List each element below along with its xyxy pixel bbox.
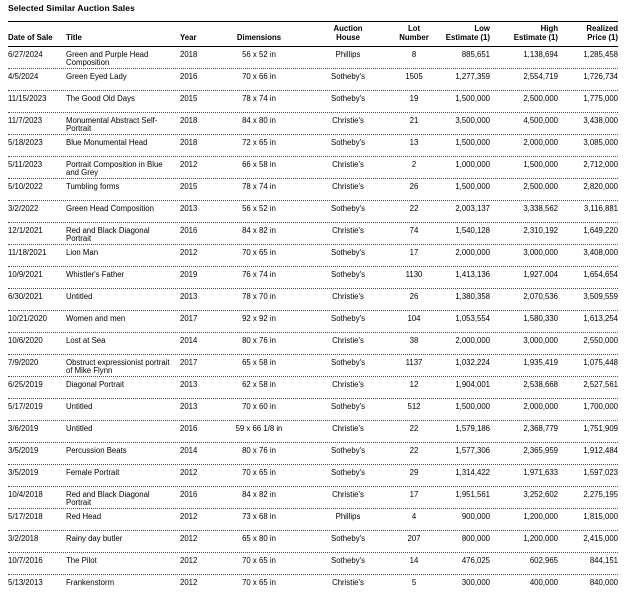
cell-realized-price: 1,775,000 [583,93,618,103]
cell-title: Obstruct expressionist portrait of Mike Flynn [66,357,170,376]
cell-year: 2014 [180,335,198,345]
table-body [8,47,618,596]
cell-title: Whistler's Father [66,269,125,279]
cell-date-of-sale: 3/6/2019 [8,423,39,433]
header-line: Number [399,32,429,42]
header-line: High [540,24,558,33]
cell-high-estimate: 2,368,779 [523,423,558,433]
cell-realized-price: 1,285,458 [583,49,618,59]
table-row [8,531,618,553]
header-line: Estimate (1) [513,32,558,42]
cell-year: 2018 [180,137,198,147]
cell-dimensions: 78 x 74 in [242,93,276,103]
cell-lot-number: 22 [409,203,419,213]
cell-year: 2013 [180,401,198,411]
cell-date-of-sale: 5/18/2023 [8,137,43,147]
cell-year: 2013 [180,291,198,301]
cell-high-estimate: 1,200,000 [523,533,558,543]
cell-auction-house: Sotheby's [331,203,365,213]
table-row [8,553,618,575]
cell-realized-price: 1,649,220 [583,225,618,235]
header-cell-auction-house [302,25,394,43]
cell-lot-number: 12 [409,379,419,389]
cell-dimensions: 72 x 65 in [242,137,276,147]
cell-high-estimate: 2,500,000 [523,181,558,191]
cell-high-estimate: 2,000,000 [523,401,558,411]
cell-title: Lion Man [66,247,99,257]
cell-dimensions: 70 x 60 in [242,401,276,411]
cell-date-of-sale: 12/1/2021 [8,225,43,235]
cell-dimensions: 59 x 66 1/8 in [235,423,283,433]
header-line: Low [474,24,490,33]
cell-lot-number: 2 [411,159,417,169]
table-row [8,311,618,333]
cell-title: Untitled [66,423,93,433]
cell-auction-house: Sotheby's [331,137,365,147]
cell-low-estimate: 2,000,000 [455,247,490,257]
cell-auction-house: Phillips [335,49,361,59]
table-row [8,421,618,443]
cell-title: Blue Monumental Head [66,137,148,147]
table-row [8,69,618,91]
cell-low-estimate: 300,000 [461,577,490,587]
cell-year: 2014 [180,445,198,455]
cell-lot-number: 17 [409,247,419,257]
cell-auction-house: Sotheby's [331,71,365,81]
cell-auction-house: Christie's [332,181,364,191]
cell-auction-house: Sotheby's [331,533,365,543]
cell-realized-price: 1,726,734 [583,71,618,81]
cell-high-estimate: 1,138,694 [523,49,558,59]
cell-lot-number: 13 [409,137,419,147]
cell-date-of-sale: 10/7/2016 [8,555,43,565]
table-row [8,355,618,377]
cell-lot-number: 22 [409,423,419,433]
cell-low-estimate: 2,003,137 [455,203,490,213]
cell-title: Women and men [66,313,126,323]
cell-high-estimate: 4,500,000 [523,115,558,125]
cell-lot-number: 8 [411,49,417,59]
table-row [8,487,618,509]
cell-realized-price: 2,275,195 [583,489,618,499]
cell-dimensions: 78 x 74 in [242,181,276,191]
cell-dimensions: 70 x 65 in [242,555,276,565]
cell-date-of-sale: 10/6/2020 [8,335,43,345]
cell-auction-house: Christie's [332,225,364,235]
cell-high-estimate: 1,200,000 [523,511,558,521]
auction-sales-table [8,21,618,596]
cell-title: Rainy day butler [66,533,123,543]
cell-auction-house: Sotheby's [331,313,365,323]
cell-auction-house: Sotheby's [331,93,365,103]
cell-dimensions: 56 x 52 in [242,49,276,59]
cell-realized-price: 844,151 [589,555,618,565]
cell-year: 2016 [180,71,198,81]
cell-high-estimate: 602,965 [529,555,558,565]
header-cell-realized-price [558,25,618,43]
header-cell-lot-number [394,25,434,43]
cell-realized-price: 3,509,559 [583,291,618,301]
table-row [8,91,618,113]
cell-title: Female Portrait [66,467,120,477]
cell-date-of-sale: 11/15/2023 [8,93,47,103]
cell-lot-number: 29 [409,467,419,477]
header-line: Title [66,32,82,42]
header-cell-low-estimate [434,25,490,43]
cell-low-estimate: 1,579,186 [455,423,490,433]
cell-high-estimate: 3,338,562 [523,203,558,213]
cell-date-of-sale: 6/25/2019 [8,379,43,389]
cell-realized-price: 2,820,000 [583,181,618,191]
cell-year: 2012 [180,555,198,565]
cell-date-of-sale: 6/30/2021 [8,291,43,301]
cell-lot-number: 512 [407,401,421,411]
cell-year: 2012 [180,467,198,477]
cell-auction-house: Christie's [332,577,364,587]
cell-low-estimate: 1,577,306 [455,445,490,455]
cell-realized-price: 1,075,448 [583,357,618,367]
cell-date-of-sale: 3/5/2019 [8,467,39,477]
cell-realized-price: 1,654,654 [583,269,618,279]
table-row [8,443,618,465]
cell-auction-house: Christie's [332,335,364,345]
cell-year: 2018 [180,49,198,59]
cell-high-estimate: 2,070,536 [523,291,558,301]
cell-date-of-sale: 10/9/2021 [8,269,43,279]
cell-date-of-sale: 10/21/2020 [8,313,48,323]
cell-high-estimate: 400,000 [529,577,558,587]
cell-lot-number: 26 [409,291,419,301]
cell-realized-price: 2,550,000 [583,335,618,345]
cell-low-estimate: 800,000 [461,533,490,543]
table-row [8,47,618,69]
header-line: Auction [333,24,363,33]
cell-date-of-sale: 4/5/2024 [8,71,39,81]
cell-year: 2016 [180,225,198,235]
table-row [8,399,618,421]
table-row [8,377,618,399]
cell-auction-house: Christie's [332,159,364,169]
cell-high-estimate: 1,971,633 [523,467,558,477]
cell-low-estimate: 1,380,358 [455,291,490,301]
cell-title: Green Head Composition [66,203,154,213]
table-row [8,223,618,245]
cell-date-of-sale: 11/7/2023 [8,115,43,125]
cell-lot-number: 4 [411,511,417,521]
cell-title: The Good Old Days [66,93,135,103]
header-line: Price (1) [587,32,618,42]
cell-low-estimate: 1,904,001 [455,379,490,389]
cell-title: Red and Black Diagonal Portrait [66,225,150,244]
cell-low-estimate: 1,000,000 [455,159,490,169]
cell-year: 2017 [180,313,198,323]
cell-auction-house: Sotheby's [331,467,365,477]
cell-realized-price: 1,613,254 [583,313,618,323]
cell-title: Percussion Beats [66,445,127,455]
cell-year: 2013 [180,379,198,389]
cell-title: Frankenstorm [66,577,115,587]
cell-lot-number: 1130 [405,269,423,279]
cell-high-estimate: 3,252,602 [523,489,558,499]
cell-auction-house: Sotheby's [331,555,365,565]
cell-auction-house: Sotheby's [331,357,365,367]
cell-year: 2012 [180,159,198,169]
header-cell-dimensions [216,34,302,43]
header-line: Date of Sale [8,32,53,42]
cell-dimensions: 70 x 65 in [242,467,276,477]
cell-realized-price: 3,085,000 [583,137,618,147]
cell-realized-price: 2,527,561 [583,379,618,389]
cell-low-estimate: 1,053,554 [455,313,490,323]
cell-high-estimate: 2,554,719 [523,71,558,81]
cell-date-of-sale: 5/17/2018 [8,511,43,521]
header-cell-date-of-sale [8,34,66,43]
report-title: Selected Similar Auction Sales [8,3,135,13]
cell-title: Monumental Abstract Self-Portrait [66,115,158,134]
cell-low-estimate: 476,025 [461,555,490,565]
cell-date-of-sale: 11/18/2021 [8,247,47,257]
header-line: House [336,32,360,42]
table-row [8,509,618,531]
table-row [8,113,618,135]
cell-high-estimate: 3,000,000 [523,335,558,345]
cell-low-estimate: 1,500,000 [455,93,490,103]
cell-high-estimate: 2,310,192 [523,225,558,235]
cell-lot-number: 5 [411,577,417,587]
cell-high-estimate: 3,000,000 [523,247,558,257]
table-row [8,245,618,267]
cell-dimensions: 80 x 76 in [242,445,276,455]
cell-date-of-sale: 10/4/2018 [8,489,43,499]
cell-title: Green and Purple Head Composition [66,49,149,68]
cell-low-estimate: 1,314,422 [455,467,490,477]
cell-realized-price: 1,700,000 [583,401,618,411]
cell-auction-house: Christie's [332,291,364,301]
cell-realized-price: 840,000 [589,577,618,587]
cell-auction-house: Sotheby's [331,247,365,257]
cell-lot-number: 1137 [405,357,423,367]
cell-low-estimate: 900,000 [461,511,490,521]
cell-lot-number: 22 [409,445,419,455]
table-row [8,267,618,289]
table-row [8,575,618,596]
cell-dimensions: 65 x 80 in [242,533,276,543]
cell-lot-number: 38 [409,335,419,345]
cell-title: Green Eyed Lady [66,71,127,81]
cell-low-estimate: 1,277,359 [455,71,490,81]
cell-lot-number: 19 [409,93,419,103]
cell-year: 2015 [180,181,198,191]
cell-high-estimate: 2,500,000 [523,93,558,103]
cell-year: 2012 [180,533,198,543]
cell-date-of-sale: 5/10/2022 [8,181,43,191]
cell-realized-price: 1,912,484 [583,445,618,455]
header-line: Lot [407,24,421,33]
header-cell-title [66,34,180,43]
cell-title: Red Head [66,511,102,521]
header-line: Year [180,32,197,42]
cell-high-estimate: 1,927,004 [523,269,558,279]
cell-dimensions: 73 x 68 in [242,511,276,521]
cell-title: Portrait Composition in Blue and Grey [66,159,163,178]
cell-auction-house: Sotheby's [331,445,365,455]
cell-dimensions: 76 x 74 in [242,269,276,279]
cell-dimensions: 78 x 70 in [242,291,276,301]
cell-low-estimate: 1,540,128 [455,225,490,235]
table-header-row [8,21,618,47]
header-line: Estimate (1) [445,32,490,42]
header-line: Realized [586,24,618,33]
cell-high-estimate: 2,538,668 [523,379,558,389]
cell-auction-house: Christie's [332,115,364,125]
cell-dimensions: 84 x 82 in [242,225,276,235]
cell-realized-price: 3,438,000 [583,115,618,125]
cell-auction-house: Christie's [332,379,364,389]
cell-year: 2012 [180,577,198,587]
cell-dimensions: 62 x 58 in [242,379,276,389]
cell-high-estimate: 2,365,959 [523,445,558,455]
table-row [8,135,618,157]
cell-year: 2012 [180,511,198,521]
header-cell-year [180,34,216,43]
cell-year: 2015 [180,93,198,103]
cell-auction-house: Phillips [335,511,361,521]
cell-lot-number: 104 [407,313,421,323]
header-line: Dimensions [236,32,282,42]
cell-dimensions: 84 x 80 in [242,115,276,125]
cell-lot-number: 207 [407,533,421,543]
cell-realized-price: 2,712,000 [583,159,618,169]
cell-lot-number: 74 [409,225,419,235]
table-row [8,333,618,355]
cell-lot-number: 14 [409,555,419,565]
cell-year: 2017 [180,357,198,367]
cell-realized-price: 1,597,023 [583,467,618,477]
cell-title: Untitled [66,291,93,301]
cell-date-of-sale: 7/9/2020 [8,357,39,367]
cell-lot-number: 21 [409,115,419,125]
cell-dimensions: 80 x 76 in [242,335,276,345]
cell-date-of-sale: 5/11/2023 [8,159,43,169]
cell-low-estimate: 1,500,000 [455,181,490,191]
cell-dimensions: 56 x 52 in [242,203,276,213]
cell-lot-number: 17 [409,489,419,499]
cell-year: 2016 [180,489,198,499]
cell-high-estimate: 2,000,000 [523,137,558,147]
cell-dimensions: 92 x 92 in [242,313,276,323]
cell-year: 2012 [180,247,198,257]
cell-date-of-sale: 5/17/2019 [8,401,43,411]
cell-year: 2016 [180,423,198,433]
cell-date-of-sale: 6/27/2024 [8,49,43,59]
header-cell-high-estimate [490,25,558,43]
cell-title: Lost at Sea [66,335,106,345]
cell-low-estimate: 1,951,561 [455,489,490,499]
cell-auction-house: Sotheby's [331,401,365,411]
cell-year: 2018 [180,115,198,125]
cell-high-estimate: 1,500,000 [523,159,558,169]
cell-dimensions: 66 x 58 in [242,159,276,169]
cell-dimensions: 65 x 58 in [242,357,276,367]
cell-realized-price: 3,116,881 [583,203,618,213]
table-row [8,179,618,201]
cell-low-estimate: 1,032,224 [455,357,490,367]
cell-low-estimate: 1,500,000 [455,137,490,147]
table-row [8,465,618,487]
cell-year: 2013 [180,203,198,213]
cell-auction-house: Christie's [332,489,364,499]
cell-dimensions: 70 x 66 in [242,71,276,81]
cell-date-of-sale: 3/2/2022 [8,203,39,213]
cell-title: Diagonal Portrait [66,379,125,389]
cell-auction-house: Sotheby's [331,269,365,279]
cell-realized-price: 2,415,000 [583,533,618,543]
cell-realized-price: 1,751,909 [583,423,618,433]
table-row [8,157,618,179]
cell-year: 2019 [180,269,198,279]
cell-dimensions: 70 x 65 in [242,247,276,257]
table-row [8,201,618,223]
cell-realized-price: 1,815,000 [583,511,618,521]
cell-low-estimate: 1,500,000 [455,401,490,411]
cell-auction-house: Christie's [332,423,364,433]
cell-low-estimate: 3,500,000 [455,115,490,125]
cell-low-estimate: 1,413,136 [455,269,490,279]
cell-high-estimate: 1,935,419 [523,357,558,367]
cell-lot-number: 1505 [405,71,423,81]
cell-low-estimate: 2,000,000 [455,335,490,345]
cell-realized-price: 3,408,000 [583,247,618,257]
cell-date-of-sale: 3/5/2019 [8,445,39,455]
cell-dimensions: 70 x 65 in [242,577,276,587]
cell-title: The Pilot [66,555,97,565]
cell-title: Tumbling forms [66,181,120,191]
cell-title: Untitled [66,401,93,411]
cell-date-of-sale: 3/2/2018 [8,533,39,543]
cell-high-estimate: 1,580,330 [523,313,558,323]
cell-date-of-sale: 5/13/2013 [8,577,43,587]
cell-lot-number: 26 [409,181,419,191]
cell-dimensions: 84 x 82 in [242,489,276,499]
cell-low-estimate: 885,651 [461,49,490,59]
cell-title: Red and Black Diagonal Portrait [66,489,150,508]
table-row [8,289,618,311]
